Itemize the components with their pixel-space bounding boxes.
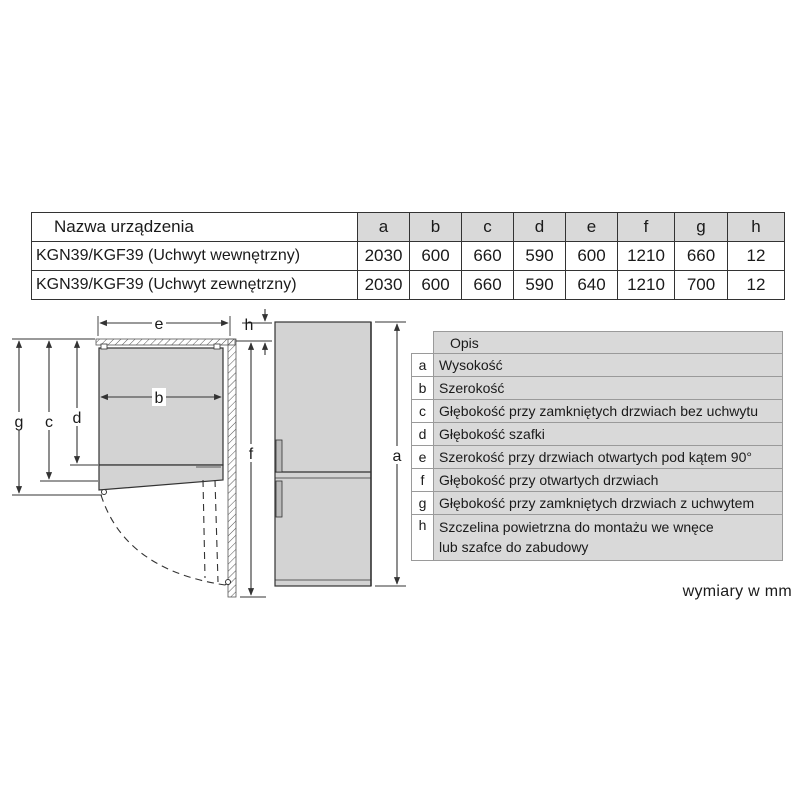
legend-key: f xyxy=(412,469,434,492)
cell-c: 660 xyxy=(462,242,514,271)
cell-h: 12 xyxy=(728,242,785,271)
list-item xyxy=(412,515,783,561)
legend-description: Szczelina powietrzna do montażu we wnęce lub szafce do zabudowy xyxy=(434,515,783,561)
door-handle-upper xyxy=(276,440,282,472)
label-g: g xyxy=(14,414,24,431)
cell-a: 2030 xyxy=(358,242,410,271)
legend-key: c xyxy=(412,400,434,423)
list-item xyxy=(412,354,783,377)
table-row xyxy=(32,242,785,271)
cell-g: 660 xyxy=(675,242,728,271)
cell-b: 600 xyxy=(410,271,462,300)
cell-f: 1210 xyxy=(618,242,675,271)
list-item xyxy=(412,423,783,446)
list-item xyxy=(412,377,783,400)
side-view-appliance xyxy=(275,322,371,586)
cell-f: 1210 xyxy=(618,271,675,300)
row-model-name: KGN39/KGF39 (Uchwyt wewnętrzny) xyxy=(32,242,358,271)
header-col-g: g xyxy=(675,213,728,242)
legend-table xyxy=(411,331,783,561)
header-col-b: b xyxy=(410,213,462,242)
legend-key: g xyxy=(412,492,434,515)
legend-description: Wysokość xyxy=(434,354,783,377)
header-col-e: e xyxy=(566,213,618,242)
legend-key: e xyxy=(412,446,434,469)
top-view-appliance xyxy=(99,344,223,495)
cell-e: 640 xyxy=(566,271,618,300)
legend-key: h xyxy=(412,515,434,561)
label-h: h xyxy=(244,317,254,334)
cell-h: 12 xyxy=(728,271,785,300)
label-d: d xyxy=(72,410,82,427)
fridge-dimension-drawing xyxy=(0,300,420,610)
header-col-c: c xyxy=(462,213,514,242)
header-col-a: a xyxy=(358,213,410,242)
legend-description: Głębokość przy zamkniętych drzwiach bez uchwytu xyxy=(434,400,783,423)
header-col-h: h xyxy=(728,213,785,242)
legend-key: b xyxy=(412,377,434,400)
legend-description: Głębokość przy otwartych drzwiach xyxy=(434,469,783,492)
cell-d: 590 xyxy=(514,242,566,271)
table-header-row xyxy=(32,213,785,242)
legend-description: Głębokość przy zamkniętych drzwiach z uchwytem xyxy=(434,492,783,515)
legend-key: a xyxy=(412,354,434,377)
legend-title: Opis xyxy=(434,332,783,354)
cell-d: 590 xyxy=(514,271,566,300)
label-a: a xyxy=(392,448,402,465)
row-model-name: KGN39/KGF39 (Uchwyt zewnętrzny) xyxy=(32,271,358,300)
header-col-f: f xyxy=(618,213,675,242)
label-f: f xyxy=(248,446,254,463)
list-item xyxy=(412,400,783,423)
legend-key: d xyxy=(412,423,434,446)
cell-a: 2030 xyxy=(358,271,410,300)
cell-c: 660 xyxy=(462,271,514,300)
door-handle-lower xyxy=(276,481,282,517)
legend-description: Szerokość xyxy=(434,377,783,400)
header-device-name: Nazwa urządzenia xyxy=(32,213,358,242)
cell-e: 600 xyxy=(566,242,618,271)
label-b: b xyxy=(154,390,164,407)
legend-description: Szerokość przy drzwiach otwartych pod kątem 90° xyxy=(434,446,783,469)
legend-description: Głębokość szafki xyxy=(434,423,783,446)
label-e: e xyxy=(154,316,164,333)
dimensions-table xyxy=(31,212,785,300)
cell-g: 700 xyxy=(675,271,728,300)
table-row xyxy=(32,271,785,300)
cell-b: 600 xyxy=(410,242,462,271)
door-hinge xyxy=(226,580,231,585)
list-item xyxy=(412,446,783,469)
open-door-outline xyxy=(101,480,232,585)
list-item xyxy=(412,492,783,515)
label-c: c xyxy=(45,414,53,431)
legend-header-row xyxy=(412,332,783,354)
units-note: wymiary w mm xyxy=(682,583,792,600)
list-item xyxy=(412,469,783,492)
header-col-d: d xyxy=(514,213,566,242)
